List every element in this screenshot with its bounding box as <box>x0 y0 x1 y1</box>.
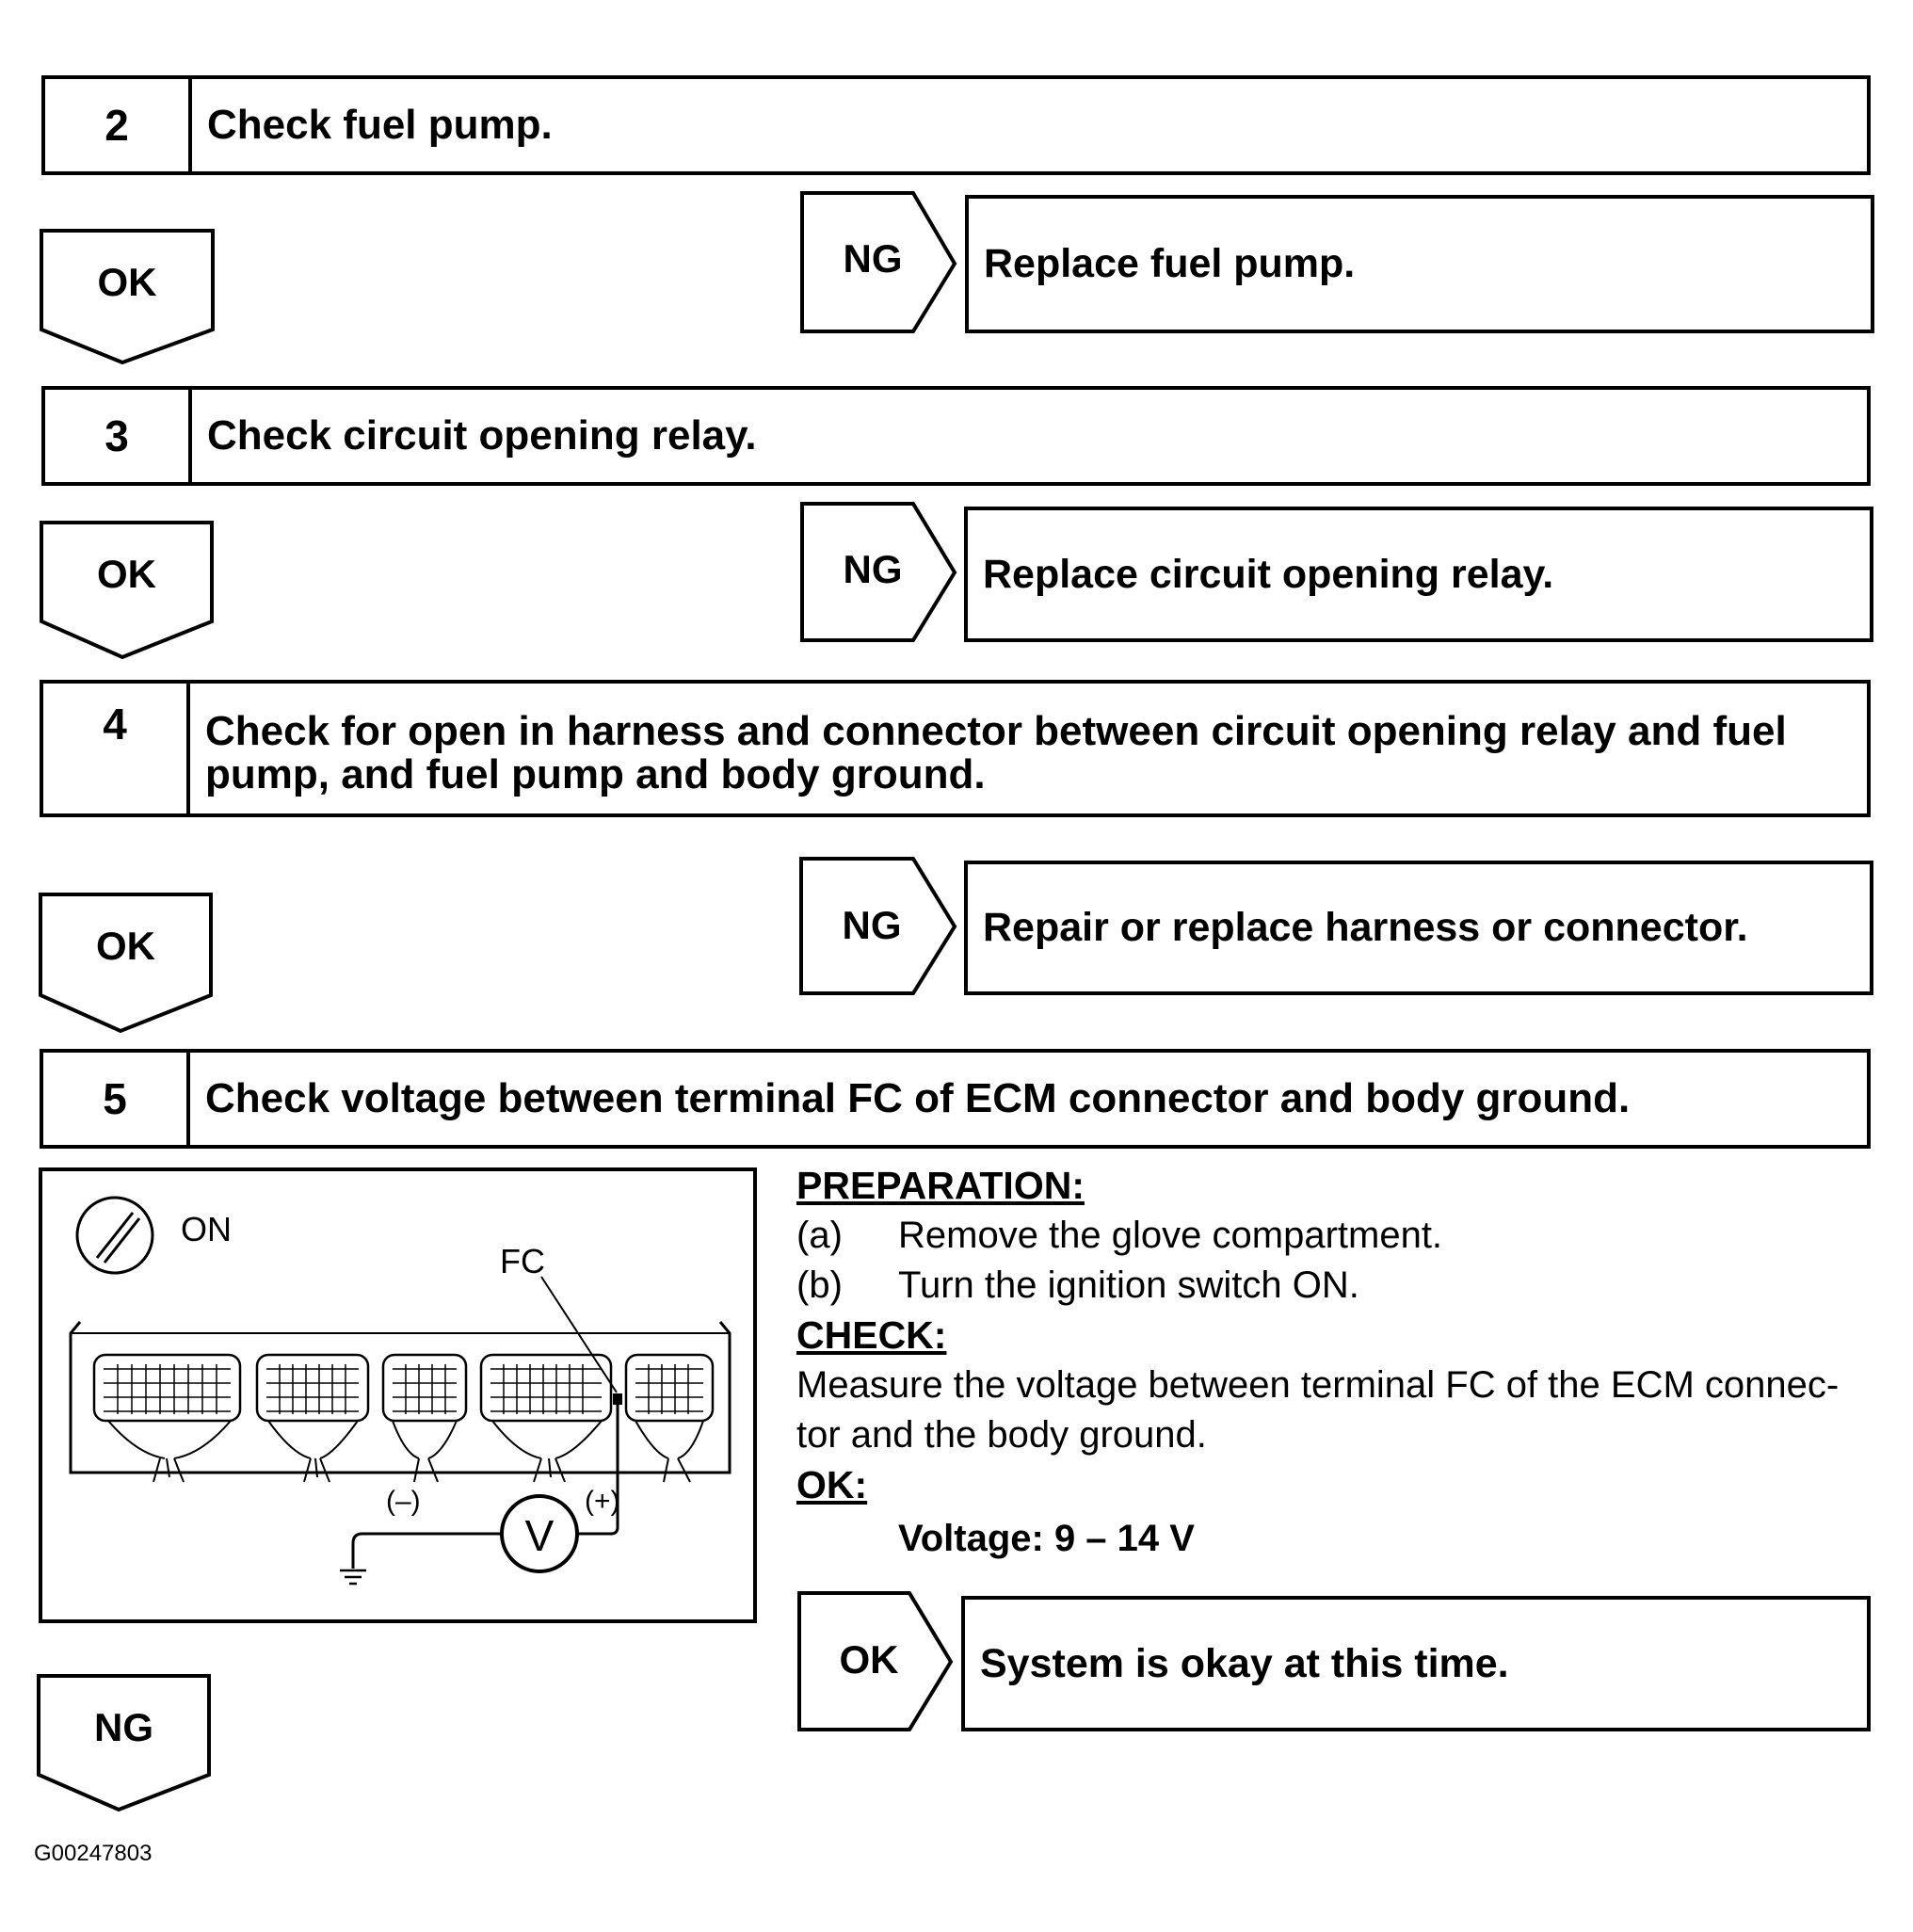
check-text: Measure the voltage between terminal FC of the ECM connec- tor and the body ground. <box>796 1364 1840 1456</box>
action-box: Repair or replace harness or connector. <box>964 861 1873 995</box>
step-number: 3 <box>45 390 192 482</box>
ok-label: OK <box>96 924 155 968</box>
ok-label: OK <box>839 1637 899 1682</box>
check-heading: CHECK: <box>796 1313 947 1357</box>
ok-voltage-spec: Voltage: 9 – 14 V <box>898 1518 1195 1559</box>
item-tag: (a) <box>796 1215 843 1256</box>
step-number: 4 <box>43 684 190 813</box>
ok-label: OK <box>97 552 156 596</box>
ng-label: NG <box>843 547 903 591</box>
action-box: Replace circuit opening relay. <box>964 507 1873 642</box>
ignition-on-label: ON <box>181 1210 232 1248</box>
minus-label: (–) <box>386 1486 421 1517</box>
step-title: Check voltage between terminal FC of ECM connector and body ground. <box>205 1075 1631 1121</box>
item-tag: (b) <box>796 1264 843 1306</box>
action-box: System is okay at this time. <box>961 1596 1871 1731</box>
ng-label: NG <box>94 1705 153 1749</box>
voltmeter-label: V <box>524 1511 555 1560</box>
step-title: Check fuel pump. <box>207 102 553 148</box>
step-title: Check circuit opening relay. <box>207 412 757 459</box>
ng-label: NG <box>842 903 902 947</box>
preparation-heading: PREPARATION: <box>796 1164 1085 1207</box>
item-text: Turn the ignition switch ON. <box>898 1264 1359 1306</box>
fc-terminal-label: FC <box>500 1242 545 1280</box>
step-number: 2 <box>45 79 192 171</box>
ng-label: NG <box>843 236 903 281</box>
plus-label: (+) <box>585 1486 620 1517</box>
item-text: Remove the glove compartment. <box>898 1215 1443 1256</box>
ok-label: OK <box>97 260 157 304</box>
action-box: Replace fuel pump. <box>965 195 1874 333</box>
ok-heading: OK: <box>796 1463 868 1506</box>
step-title: Check for open in harness and connector between circuit opening relay and fuel pump, and fuel pump and body ground. <box>205 708 1787 797</box>
step-number: 5 <box>43 1053 190 1145</box>
figure-id: G00247803 <box>34 1841 153 1866</box>
